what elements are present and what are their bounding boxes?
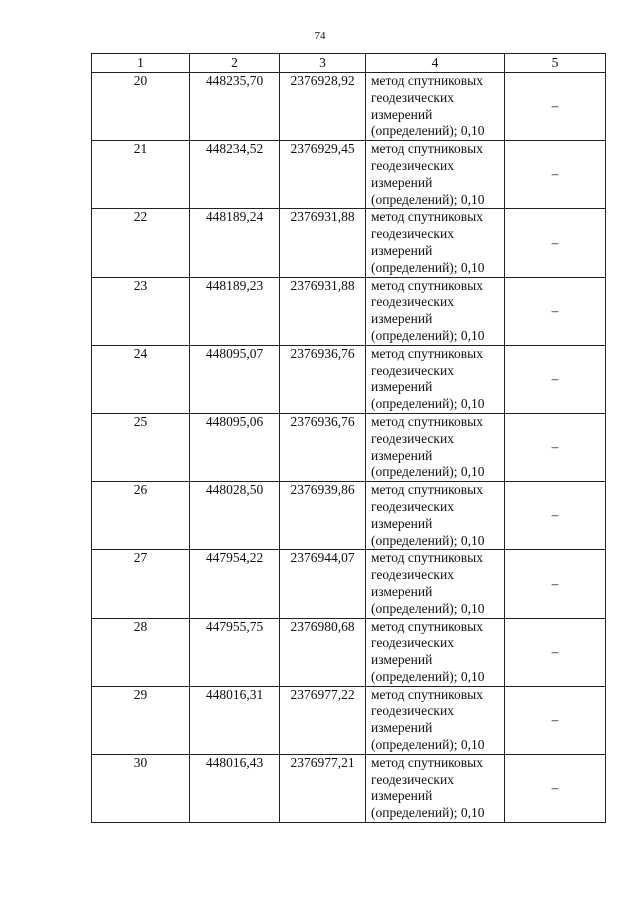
method-line: (определений); 0,10: [371, 396, 485, 412]
coordinate-x-cell: 448189,23: [190, 277, 280, 345]
note-cell: –: [505, 209, 606, 277]
method-line: измерений: [371, 515, 433, 531]
coordinate-x-cell: 447955,75: [190, 618, 280, 686]
method-cell: [366, 413, 505, 481]
method-line: (определений); 0,10: [371, 327, 485, 343]
coordinate-x-cell: 448235,70: [190, 73, 280, 141]
method-line: (определений); 0,10: [371, 600, 485, 616]
column-header-3: 3: [280, 54, 366, 73]
table-row: [92, 209, 606, 277]
method-line: метод спутниковых: [371, 73, 483, 88]
method-cell: [366, 345, 505, 413]
point-number-cell: 22: [92, 209, 190, 277]
note-cell: –: [505, 345, 606, 413]
coordinate-x-cell: 447954,22: [190, 550, 280, 618]
method-cell: [366, 618, 505, 686]
method-line: измерений: [371, 379, 433, 395]
table-row: [92, 345, 606, 413]
coordinate-y-cell: 2376936,76: [280, 345, 366, 413]
coordinate-y-cell: 2376939,86: [280, 482, 366, 550]
method-line: измерений: [371, 583, 433, 599]
method-line: геодезических: [371, 703, 454, 719]
point-number-cell: 30: [92, 754, 190, 822]
coordinate-y-cell: 2376980,68: [280, 618, 366, 686]
method-line: метод спутниковых: [371, 686, 483, 702]
method-cell: [366, 550, 505, 618]
method-line: геодезических: [371, 226, 454, 242]
method-line: (определений); 0,10: [371, 123, 485, 139]
method-line: метод спутниковых: [371, 141, 483, 157]
column-header-4: 4: [366, 54, 505, 73]
coordinate-y-cell: 2376928,92: [280, 73, 366, 141]
point-number-cell: 28: [92, 618, 190, 686]
table-row: [92, 141, 606, 209]
coordinate-y-cell: 2376977,22: [280, 686, 366, 754]
coordinate-y-cell: 2376931,88: [280, 209, 366, 277]
method-line: (определений); 0,10: [371, 532, 485, 548]
point-number-cell: 25: [92, 413, 190, 481]
table-body: [92, 73, 606, 823]
method-line: измерений: [371, 788, 433, 804]
table-row: [92, 550, 606, 618]
method-line: метод спутниковых: [371, 550, 483, 566]
table-row: [92, 686, 606, 754]
coordinates-table: [91, 53, 606, 823]
column-header-2: 2: [190, 54, 280, 73]
note-cell: –: [505, 413, 606, 481]
note-cell: –: [505, 754, 606, 822]
table-row: [92, 482, 606, 550]
method-line: метод спутниковых: [371, 345, 483, 361]
coordinate-y-cell: 2376936,76: [280, 413, 366, 481]
coordinate-x-cell: 448095,07: [190, 345, 280, 413]
point-number-cell: 26: [92, 482, 190, 550]
point-number-cell: 29: [92, 686, 190, 754]
note-cell: –: [505, 618, 606, 686]
method-line: метод спутниковых: [371, 209, 483, 225]
method-line: (определений); 0,10: [371, 259, 485, 275]
method-line: измерений: [371, 720, 433, 736]
method-line: геодезических: [371, 157, 454, 173]
method-line: измерений: [371, 106, 433, 122]
method-line: геодезических: [371, 635, 454, 651]
coordinate-x-cell: 448016,43: [190, 754, 280, 822]
method-line: (определений); 0,10: [371, 668, 485, 684]
method-cell: [366, 209, 505, 277]
note-cell: –: [505, 73, 606, 141]
note-cell: –: [505, 482, 606, 550]
coordinate-x-cell: 448095,06: [190, 413, 280, 481]
point-number-cell: 21: [92, 141, 190, 209]
method-line: геодезических: [371, 498, 454, 514]
method-line: (определений); 0,10: [371, 737, 485, 753]
method-line: метод спутниковых: [371, 618, 483, 634]
page-number: 74: [314, 30, 326, 42]
method-line: метод спутниковых: [371, 754, 483, 770]
method-cell: [366, 141, 505, 209]
method-line: измерений: [371, 242, 433, 258]
table-row: [92, 618, 606, 686]
table-row: [92, 277, 606, 345]
coordinate-x-cell: 448234,52: [190, 141, 280, 209]
coordinate-y-cell: 2376944,07: [280, 550, 366, 618]
coordinate-y-cell: 2376929,45: [280, 141, 366, 209]
method-line: геодезических: [371, 567, 454, 583]
table-header-row: [92, 54, 606, 73]
table-row: [92, 73, 606, 141]
method-cell: [366, 686, 505, 754]
method-line: геодезических: [371, 362, 454, 378]
method-line: (определений); 0,10: [371, 805, 485, 821]
note-cell: –: [505, 277, 606, 345]
point-number-cell: 20: [92, 73, 190, 141]
coordinate-x-cell: 448016,31: [190, 686, 280, 754]
method-line: (определений); 0,10: [371, 464, 485, 480]
note-cell: –: [505, 141, 606, 209]
method-cell: [366, 754, 505, 822]
coordinate-y-cell: 2376977,21: [280, 754, 366, 822]
note-cell: –: [505, 550, 606, 618]
table-row: [92, 413, 606, 481]
method-line: метод спутниковых: [371, 413, 483, 429]
method-cell: [366, 73, 505, 141]
coordinate-y-cell: 2376931,88: [280, 277, 366, 345]
note-cell: –: [505, 686, 606, 754]
table-row: [92, 754, 606, 822]
method-line: (определений); 0,10: [371, 191, 485, 207]
coordinate-x-cell: 448189,24: [190, 209, 280, 277]
method-line: измерений: [371, 174, 433, 190]
point-number-cell: 27: [92, 550, 190, 618]
method-line: измерений: [371, 652, 433, 668]
coordinate-x-cell: 448028,50: [190, 482, 280, 550]
column-header-1: 1: [92, 54, 190, 73]
method-line: геодезических: [371, 771, 454, 787]
method-cell: [366, 277, 505, 345]
point-number-cell: 23: [92, 277, 190, 345]
method-line: измерений: [371, 311, 433, 327]
method-line: геодезических: [371, 430, 454, 446]
method-cell: [366, 482, 505, 550]
method-line: метод спутниковых: [371, 277, 483, 293]
method-line: измерений: [371, 447, 433, 463]
method-line: метод спутниковых: [371, 482, 483, 498]
method-line: геодезических: [371, 89, 454, 105]
point-number-cell: 24: [92, 345, 190, 413]
column-header-5: 5: [505, 54, 606, 73]
method-line: геодезических: [371, 294, 454, 310]
